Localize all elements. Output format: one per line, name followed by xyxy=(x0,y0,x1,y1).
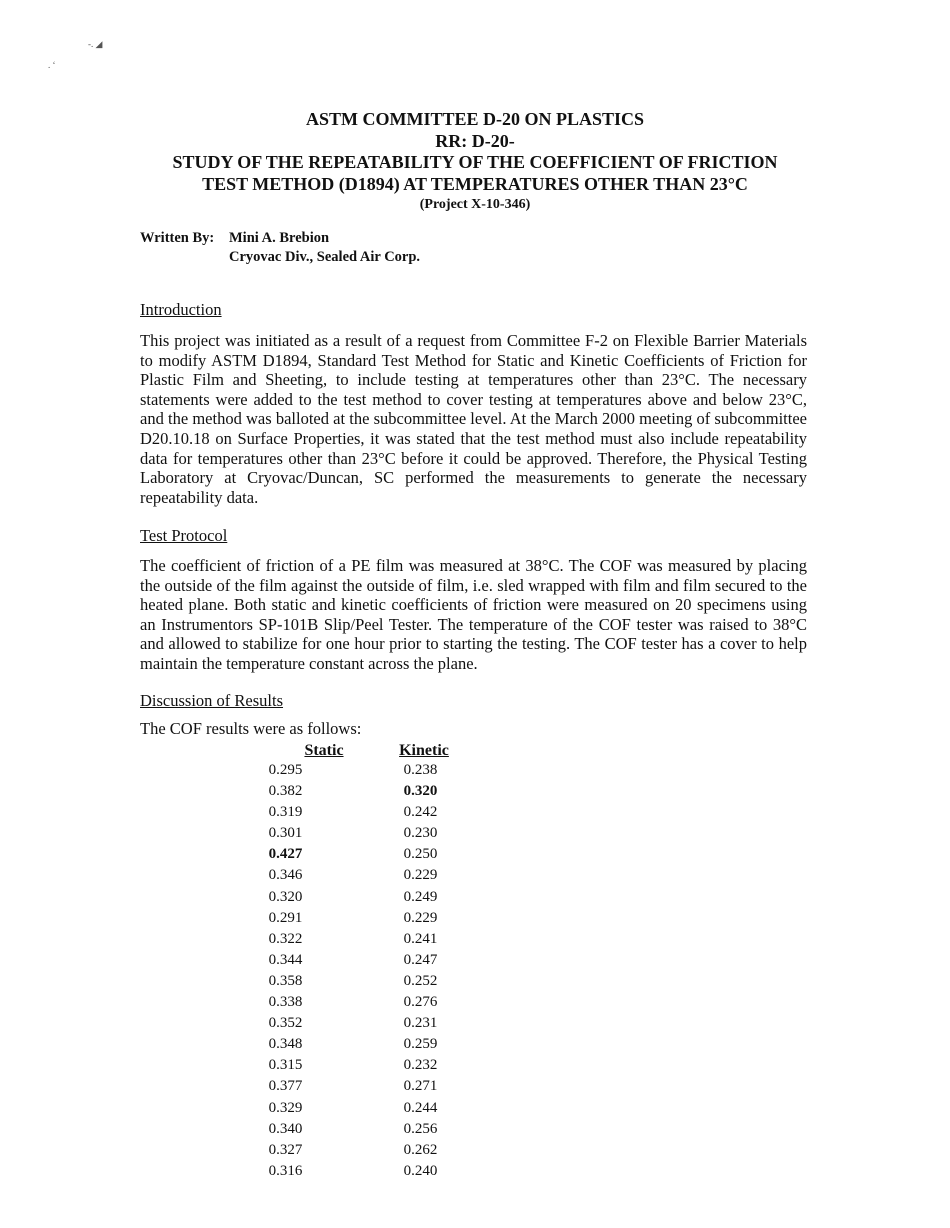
static-value: 0.329 xyxy=(268,1099,303,1116)
introduction-paragraph: This project was initiated as a result of a request from Committee F-2 on Flexible Barrier Materials to modify ASTM D1894, Standard Test Method for Static and Kinetic Coefficients of Friction for Plastic Film and Sheeting, to include testing at temperatures other than 23°C. The necessary statements were added to the test method to cover testing at temperatures above and below 23°C, and the method was balloted at the subcommittee level. At the March 2000 meeting of subcommittee D20.10.18 on Surface Properties, it was stated that the test method must also include repeatability data for temperatures other than 23°C before it could be approved. Therefore, the Physical Testing Laboratory at Cryovac/Duncan, SC performed the measurements to generate the necessary repeatability data. xyxy=(140,331,807,507)
table-row xyxy=(252,1034,522,1055)
static-value: 0.427 xyxy=(268,846,303,863)
scan-speck: . ‘ xyxy=(48,60,56,70)
kinetic-value: 0.238 xyxy=(403,762,438,778)
kinetic-value: 0.250 xyxy=(403,846,438,863)
table-row xyxy=(252,950,522,971)
written-by-label: Written By: xyxy=(140,230,215,246)
static-value: 0.338 xyxy=(268,994,303,1011)
table-row xyxy=(252,971,522,992)
static-value: 0.316 xyxy=(268,1162,303,1179)
table-header xyxy=(252,741,522,760)
discussion-heading: Discussion of Results xyxy=(140,691,284,710)
static-value: 0.301 xyxy=(268,825,303,842)
static-value: 0.340 xyxy=(268,1120,303,1137)
static-value: 0.322 xyxy=(268,930,303,947)
author-block xyxy=(140,229,420,266)
kinetic-value: 0.256 xyxy=(403,1120,438,1137)
author-affiliation: Cryovac Div., Sealed Air Corp. xyxy=(229,248,421,265)
table-row xyxy=(252,1013,522,1034)
kinetic-value: 0.247 xyxy=(403,951,438,968)
table-row xyxy=(252,1098,522,1119)
table-row xyxy=(252,1076,522,1097)
cof-results-table xyxy=(252,741,522,1182)
kinetic-value: 0.320 xyxy=(403,783,438,800)
table-row xyxy=(252,823,522,844)
kinetic-value: 0.259 xyxy=(403,1036,438,1053)
static-value: 0.319 xyxy=(268,804,303,821)
kinetic-value: 0.244 xyxy=(403,1099,438,1116)
table-row xyxy=(252,1055,522,1076)
table-body xyxy=(252,760,522,1182)
kinetic-value: 0.230 xyxy=(403,825,438,842)
kinetic-value: 0.241 xyxy=(403,930,438,947)
static-column-header: Static xyxy=(304,742,344,759)
document-title xyxy=(0,109,950,215)
test-protocol-paragraph: The coefficient of friction of a PE film was measured at 38°C. The COF was measured by placing the outside of the film against the outside of film, i.e. sled wrapped with film and film secured to the heated plane. Both static and kinetic coefficients of friction were measured on 20 specimens using an Instrumentors SP-101B Slip/Peel Tester. The temperature of the COF tester was raised to 38°C and allowed to stabilize for one hour prior to starting the testing. The COF tester has a cover to help maintain the temperature constant across the plane. xyxy=(140,556,807,673)
table-row xyxy=(252,781,522,802)
kinetic-column-header: Kinetic xyxy=(399,742,449,759)
static-value: 0.346 xyxy=(268,867,303,884)
title-line-4: TEST METHOD (D1894) AT TEMPERATURES OTHER THAN 23°C xyxy=(202,173,748,194)
kinetic-value: 0.249 xyxy=(403,888,438,905)
table-row xyxy=(252,1161,522,1182)
kinetic-value: 0.232 xyxy=(403,1057,438,1074)
table-row xyxy=(252,760,522,781)
table-row xyxy=(252,929,522,950)
kinetic-value: 0.231 xyxy=(403,1015,438,1032)
table-row xyxy=(252,865,522,886)
static-value: 0.358 xyxy=(268,972,303,989)
static-value: 0.348 xyxy=(268,1036,303,1053)
author-name: Mini A. Brebion xyxy=(229,230,330,246)
kinetic-value: 0.252 xyxy=(403,972,438,989)
static-value: 0.382 xyxy=(268,783,303,800)
title-line-2: RR: D-20- xyxy=(435,130,515,151)
kinetic-value: 0.229 xyxy=(403,867,438,884)
static-value: 0.315 xyxy=(268,1057,303,1074)
title-line-1: ASTM COMMITTEE D-20 ON PLASTICS xyxy=(305,109,645,129)
static-value: 0.344 xyxy=(268,951,303,968)
table-row xyxy=(252,908,522,929)
kinetic-value: 0.242 xyxy=(403,804,438,821)
kinetic-value: 0.229 xyxy=(403,909,438,926)
kinetic-value: 0.240 xyxy=(403,1162,438,1179)
table-row xyxy=(252,1119,522,1140)
static-value: 0.352 xyxy=(268,1015,303,1032)
table-row xyxy=(252,887,522,908)
kinetic-value: 0.262 xyxy=(403,1141,438,1158)
static-value: 0.291 xyxy=(268,909,303,926)
kinetic-value: 0.271 xyxy=(403,1078,438,1095)
cof-results-intro: The COF results were as follows: xyxy=(140,719,362,738)
table-row xyxy=(252,844,522,865)
table-row xyxy=(252,992,522,1013)
static-value: 0.320 xyxy=(268,888,303,905)
static-value: 0.377 xyxy=(268,1078,303,1095)
test-protocol-heading: Test Protocol xyxy=(140,526,228,545)
kinetic-value: 0.276 xyxy=(403,994,438,1011)
introduction-heading: Introduction xyxy=(140,300,222,319)
project-number: (Project X-10-346) xyxy=(419,197,531,212)
title-line-3: STUDY OF THE REPEATABILITY OF THE COEFFICIENT OF FRICTION xyxy=(172,152,778,172)
scan-speck: -. ◢ xyxy=(88,39,103,49)
table-row xyxy=(252,1140,522,1161)
static-value: 0.295 xyxy=(268,762,303,778)
table-row xyxy=(252,802,522,823)
static-value: 0.327 xyxy=(268,1141,303,1158)
